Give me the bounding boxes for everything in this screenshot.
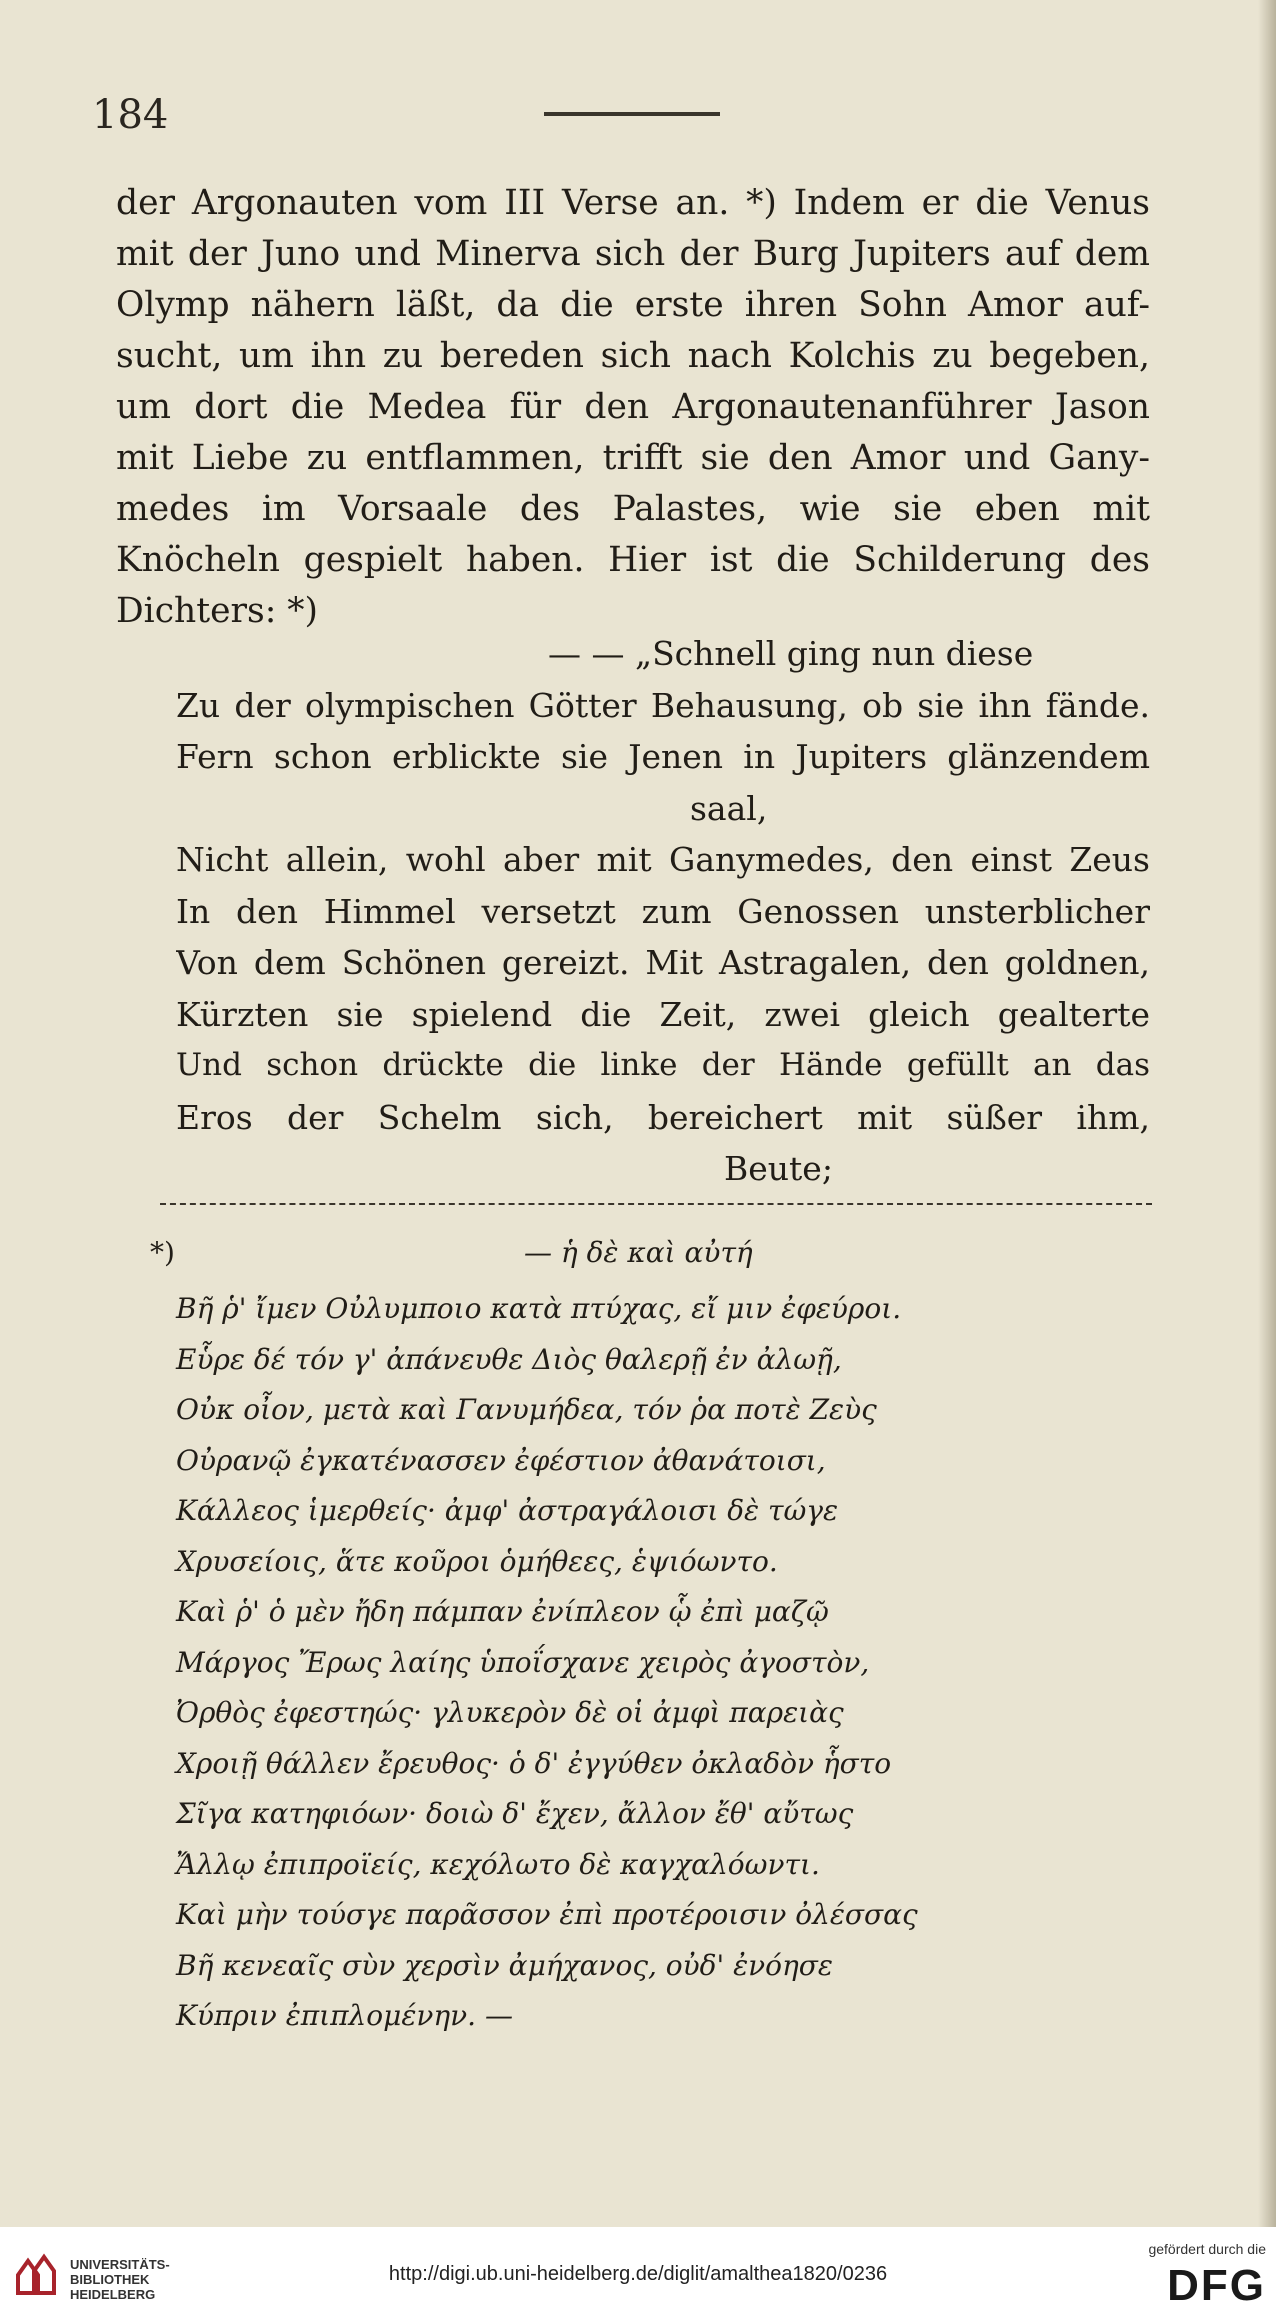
footnote-line: Βῆ ῥ' ἴμεν Οὐλυμποιο κατὰ πτύχας, εἴ μιν ἐφεύροι.	[176, 1292, 902, 1325]
footnote-separator	[160, 1203, 1152, 1205]
prose-line: Dichters: *)	[116, 591, 319, 631]
footnote-line: Σῖγα κατηφιόων· δοιὼ δ' ἔχεν, ἄλλον ἔθ' αὔτως	[176, 1797, 854, 1830]
page-number: 184	[92, 92, 169, 138]
footnote-greek-verse	[176, 1284, 1156, 2042]
footnote-line: Οὐρανῷ ἐγκατένασσεν ἐφέστιον ἀθανάτοισι,	[176, 1443, 826, 1477]
verse-line: — — „Schnell ging nun diese	[548, 634, 1034, 673]
verse-line: Von dem Schönen gereizt. Mit Astragalen, den goldnen,	[176, 943, 1150, 982]
prose-line: mit der Juno und Minerva sich der Burg Jupiters auf dem	[116, 234, 1150, 274]
verse-line: Kürzten sie spielend die Zeit, zwei gleich gealterte	[176, 994, 1150, 1034]
verse-line: Zu der olympischen Götter Behausung, ob sie ihn fände.	[176, 685, 1150, 725]
prose-line: mit Liebe zu entflammen, trifft sie den Amor und Gany-	[116, 438, 1150, 478]
prose-paragraph	[116, 178, 1150, 637]
footnote-line: Βῆ κενεαῖς σὺν χερσὶν ἀμήχανος, οὐδ' ἐνόησε	[176, 1948, 833, 1982]
header-rule	[544, 112, 720, 116]
footnote-head: — ἡ δὲ καὶ αὐτή	[524, 1236, 753, 1269]
prose-line: der Argonauten vom III Verse an. *) Indem er die Venus	[116, 183, 1150, 223]
library-name-line: UNIVERSITÄTS-	[70, 2257, 170, 2272]
library-name-line: HEIDELBERG	[70, 2287, 156, 2302]
funded-by-label: gefördert durch die	[1148, 2241, 1266, 2257]
footnote-line: Κάλλεος ἱμερθείς· ἀμφ' ἀστραγάλοισι δὲ τώγε	[176, 1494, 839, 1527]
verse-line: Fern schon erblickte sie Jenen in Jupiters glänzendem	[176, 737, 1150, 776]
prose-line: Knöcheln gespielt haben. Hier ist die Schilderung des	[116, 540, 1150, 580]
verse-line: Eros der Schelm sich, bereichert mit süßer ihm,	[176, 1097, 1150, 1137]
verse-line: Beute;	[724, 1149, 833, 1188]
prose-line: um dort die Medea für den Argonautenanführer Jason	[116, 387, 1150, 427]
footnote-line: Καὶ μὴν τούσγε παρᾶσσον ἐπὶ προτέροισιν ὀλέσσας	[176, 1898, 918, 1931]
footnote-line: Χρυσείοις, ἅτε κοῦροι ὁμήθεες, ἑψιόωντο.	[176, 1544, 778, 1578]
verse-line: Und schon drückte die linke der Hände gefüllt an das	[176, 1047, 1150, 1083]
verse-line: In den Himmel versetzt zum Genossen unsterblicher	[176, 891, 1150, 931]
permalink-url[interactable]: http://digi.ub.uni-heidelberg.de/diglit/amalthea1820/0236	[388, 2263, 888, 2285]
footnote-line: Οὐκ οἶον, μετὰ καὶ Γανυμήδεα, τόν ῥα ποτὲ Ζεὺς	[176, 1393, 877, 1426]
library-name-line: BIBLIOTHEK	[70, 2272, 150, 2287]
footnote-line: Εὗρε δέ τόν γ' ἀπάνευθε Διὸς θαλερῇ ἐν ἀλωῇ,	[176, 1342, 842, 1376]
prose-line: Olymp nähern läßt, da die erste ihren Sohn Amor auf-	[116, 285, 1150, 325]
footnote-line: Μάργος Ἔρως λαίης ὑποΐσχανε χειρὸς ἀγοστὸν,	[176, 1645, 870, 1679]
page-edge-shadow	[1258, 0, 1276, 2227]
verse-quotation	[176, 628, 1150, 1195]
verse-line: Nicht allein, wohl aber mit Ganymedes, den einst Zeus	[176, 840, 1150, 879]
prose-line: sucht, um ihn zu bereden sich nach Kolchis zu begeben,	[116, 336, 1150, 376]
footnote-mark: *)	[150, 1236, 175, 1269]
dfg-logo: DFG	[1167, 2261, 1266, 2310]
digitization-footer	[0, 2227, 1276, 2322]
verse-line: saal,	[690, 788, 768, 828]
footnote-line: Χροιῇ θάλλεν ἔρευθος· ὁ δ' ἐγγύθεν ὀκλαδὸν ἧστο	[176, 1746, 892, 1780]
footnote-line: Ἄλλῳ ἐπιπροϊείς, κεχόλωτο δὲ καγχαλόωντι.	[176, 1847, 820, 1881]
footnote-line: Κύπριν ἐπιπλομένην. —	[176, 1999, 513, 2032]
footnote-line: Ὀρθὸς ἐφεστηώς· γλυκερὸν δὲ οἱ ἀμφὶ παρειὰς	[176, 1696, 844, 1729]
footnote-line: Καὶ ῥ' ὁ μὲν ἤδη πάμπαν ἐνίπλεον ᾧ ἐπὶ μαζῷ	[176, 1595, 829, 1628]
prose-line: medes im Vorsaale des Palastes, wie sie eben mit	[116, 489, 1150, 529]
